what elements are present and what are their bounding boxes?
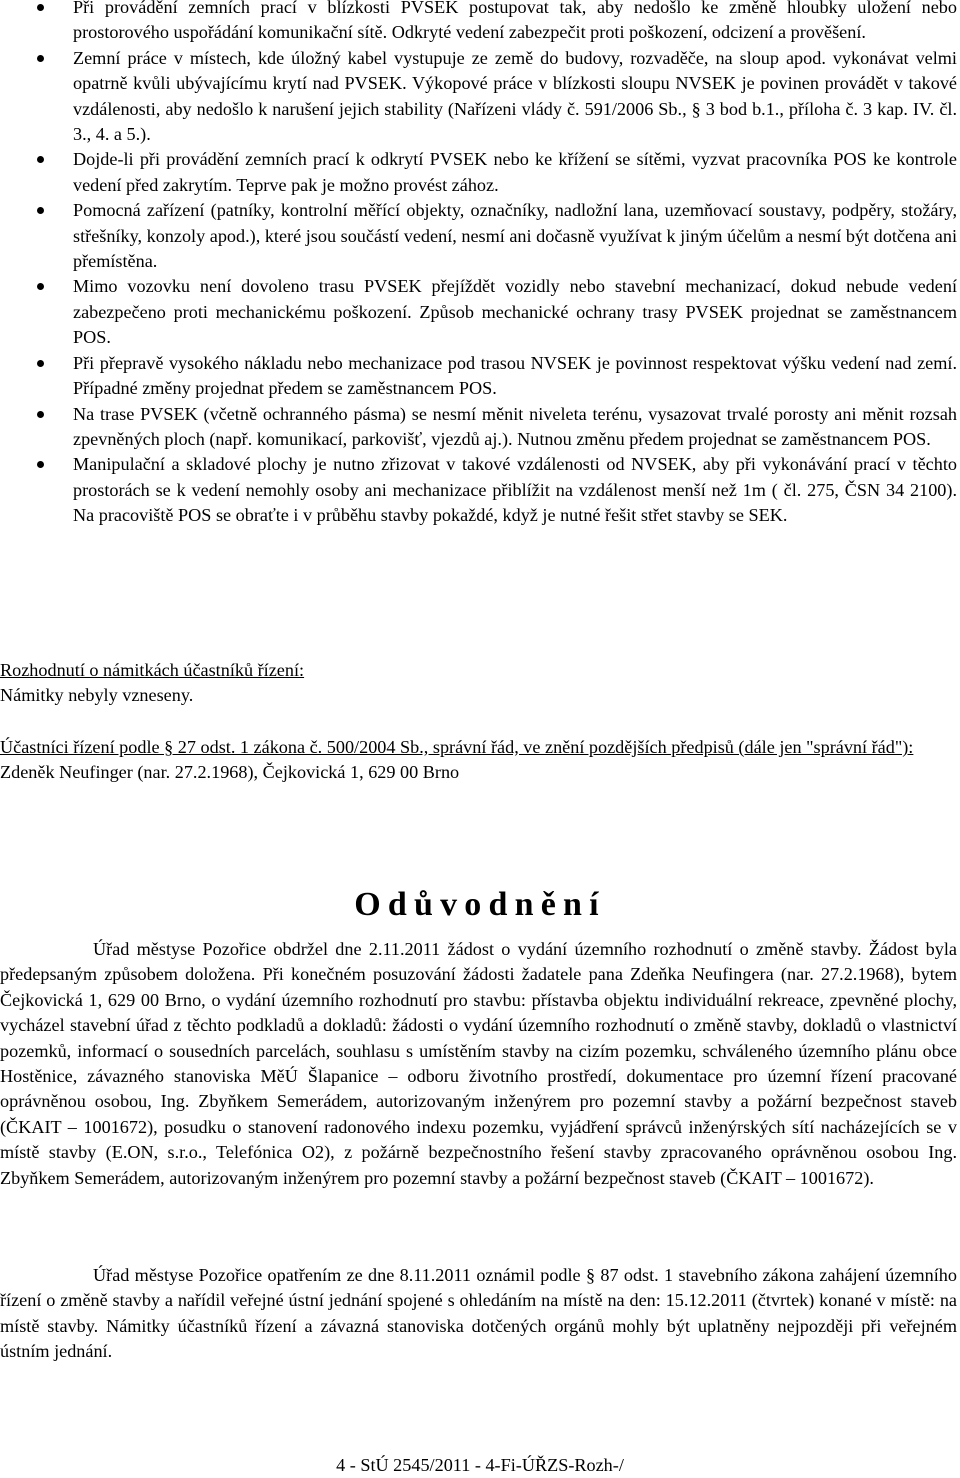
page-footer: 4 - StÚ 2545/2011 - 4-Fi-ÚŘZS-Rozh-/ [336, 1455, 624, 1475]
bullet-icon [37, 207, 44, 214]
objections-heading: Rozhodnutí o námitkách účastníků řízení: [0, 660, 305, 680]
list-item [0, 274, 957, 350]
objections-section [0, 658, 957, 709]
reasoning-paragraph-1: Úřad městyse Pozořice obdržel dne 2.11.2011 žádost o vydání územního rozhodnutí o změně stavby. Žádost byla předepsaným způsobem doložena. Při konečném posuzování žádosti žadatele pana Zdeňka Neufingera (nar. 27.2.1968), bytem Čejkovická 1, 629 00 Brno, o vydání územního rozhodnutí pro stavbu: přístavba objektu individuální rekreace, zpevněné plochy, vycházel stavební úřad z těchto podkladů a dokladů: žádosti o vydání územního rozhodnutí o změně stavby, dokladů o vlastnictví pozemků, informací o sousedních parcelách, souhlasu s umístěním stavby na cizím pozemku, schváleného územního plánu obce Hostěnice, závazného stanoviska MěÚ Šlapanice – odboru životního prostředí, dokumentace pro územní řízení pracované oprávněnou osobou, Ing. Zbyňkem Semerádem, autorizovaným inženýrem pro pozemní stavby a požární bezpečnost staveb (ČKAIT – 1001672), posudku o stanovení radonového indexu pozemku, vyjádření správců inženýrských sítí nacházejících se v místě stavby (E.ON, s.r.o., Telefónica O2), z požárně bezpečnostního řešení stavby zpracovaného oprávněnou osobou Ing. Zbyňkem Semerádem, autorizovaným inženýrem pro pozemní stavby a požární bezpečnost staveb (ČKAIT – 1001672). [0, 939, 957, 1188]
list-item [0, 46, 957, 148]
list-item-text: Při přepravě vysokého nákladu nebo mechanizace pod trasou NVSEK je povinnost respektovat výšku vedení nad zemí. Případné změny projednat předem se zaměstnancem POS. [73, 352, 957, 399]
list-item [0, 402, 957, 453]
conditions-list [0, 0, 957, 529]
reasoning-heading: Odůvodnění [354, 886, 606, 923]
list-item-text: Dojde-li při provádění zemních prací k odkrytí PVSEK nebo ke křížení se sítěmi, vyzvat pracovníka POS ke kontrole vedení před zakrytím. Teprve pak je možno provést zához. [73, 149, 957, 195]
participants-section [0, 735, 957, 786]
participants-heading: Účastníci řízení podle § 27 odst. 1 zákona č. 500/2004 Sb., správní řád, ve znění pozdějších předpisů (dále jen "správní řád"): [0, 737, 914, 757]
list-item [0, 452, 957, 528]
list-item-text: Manipulační a skladové plochy je nutno zřizovat v takové vzdálenosti od NVSEK, aby při vykonávání prací v těchto prostorách se k vedení nemohly osoby ani mechanizace přiblížit na vzdálenost menší než 1m ( čl. 275, ČSN 34 2100). Na pracoviště POS se obraťte i v průběhu stavby pokaždé, když je nutné řešit střet stavby se SEK. [73, 454, 957, 526]
list-item [0, 351, 957, 402]
bullet-icon [37, 156, 44, 163]
reasoning-paragraph-2: Úřad městyse Pozořice opatřením ze dne 8.11.2011 oznámil podle § 87 odst. 1 stavebního zákona zahájení územního řízení o změně stavby a nařídil veřejné ústní jednání spojené s ohledáním na místě na den: 15.12.2011 (čtvrtek) konané v místě: na místě stavby. Námitky účastníků řízení a závazná stanoviska dotčených orgánů mohly být uplatněny nejpozději při veřejném ústním jednání. [0, 1265, 957, 1362]
list-item [0, 198, 957, 274]
list-item-text: Mimo vozovku není dovoleno trasu PVSEK přejíždět vozidly nebo stavební mechanizací, dokud nebude vedení zabezpečeno proti mechanickému poškození. Způsob mechanické ochrany trasy PVSEK projednat se zaměstnancem POS. [73, 276, 957, 348]
bullet-icon [37, 55, 44, 62]
list-item [0, 147, 957, 198]
list-item-text: Na trase PVSEK (včetně ochranného pásma) se nesmí měnit niveleta terénu, vysazovat trvalé porosty ani měnit rozsah zpevněných ploch (např. komunikací, parkovišť, vjezdů aj.). Nutnou změnu předem projednat se zaměstnancem POS. [73, 403, 957, 449]
bullet-icon [37, 411, 44, 418]
objections-text: Námitky nebyly vzneseny. [0, 685, 194, 706]
list-item-text: Při provádění zemních prací v blízkosti PVSEK postupovat tak, aby nedošlo ke změně hloubky uložení nebo prostorového uspořádání komunikační sítě. Odkryté vedení zabezpečit proti poškození, odcizení a prověšení. [73, 0, 957, 43]
bullet-icon [37, 4, 44, 11]
bullet-icon [37, 283, 44, 290]
bullet-icon [37, 461, 44, 468]
list-item [0, 0, 957, 46]
list-item-text: Pomocná zařízení (patníky, kontrolní měřící objekty, označníky, nadložní lana, uzemňovací soustavy, podpěry, stožáry, střešníky, konzoly apod.), které jsou součástí vedení, nesmí ani dočasně využívat k jiným účelům a nesmí být dotčena ani přemístěna. [73, 200, 957, 272]
list-item-text: Zemní práce v místech, kde úložný kabel vystupuje ze země do budovy, rozvaděče, na sloup apod. vykonávat velmi opatrně kvůli ubývajícímu krytí nad PVSEK. Výkopové práce v blízkosti sloupu NVSEK je povinen provádět v takové vzdálenosti, aby nedošlo k narušení jejich stability (Nařízeni vlády č. 591/2006 Sb., § 3 bod b.1., příloha č. 3 kap. IV. čl. 3., 4. a 5.). [73, 47, 957, 145]
bullet-icon [37, 360, 44, 367]
participants-text: Zdeněk Neufinger (nar. 27.2.1968), Čejkovická 1, 629 00 Brno [0, 762, 460, 783]
